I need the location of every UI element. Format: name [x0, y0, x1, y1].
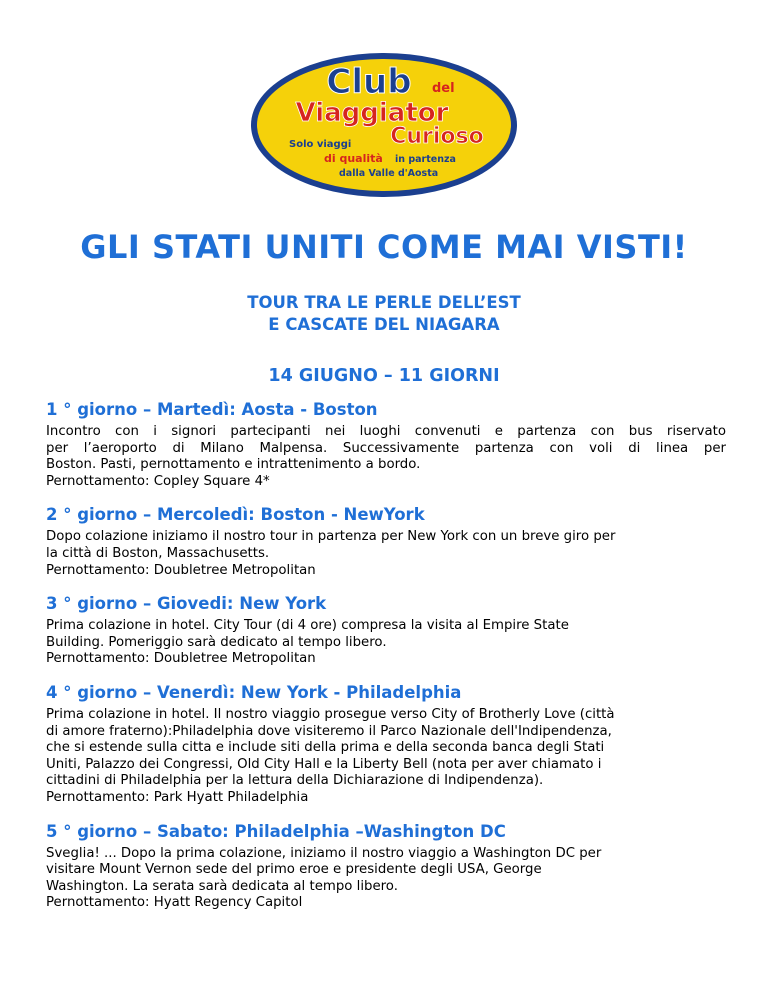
- page-title: GLI STATI UNITI COME MAI VISTI!: [80, 228, 688, 266]
- day-text-line: Uniti, Palazzo dei Congressi, Old City Hall e la Liberty Bell (nota per aver chiamato i: [46, 756, 602, 772]
- day-hotel: Pernottamento: Doubletree Metropolitan: [46, 562, 316, 578]
- day-3: [46, 593, 726, 668]
- club-logo-graphic: [247, 50, 521, 200]
- day-text-line: Boston. Pasti, pernottamento e intrattenimento a bordo.: [46, 457, 421, 473]
- day-heading: 5 ° giorno – Sabato: Philadelphia –Washington DC: [46, 821, 506, 841]
- day-hotel: Pernottamento: Hyatt Regency Capitol: [46, 895, 303, 911]
- day-text-line: Washington. La serata sarà dedicata al tempo libero.: [46, 878, 398, 894]
- tour-date: 14 GIUGNO – 11 GIORNI: [268, 366, 500, 386]
- tour-subtitle: [0, 292, 768, 336]
- day-description: [46, 618, 726, 668]
- day-heading: 4 ° giorno – Venerdì: New York - Philadelphia: [46, 682, 462, 702]
- day-text-line: Prima colazione in hotel. Il nostro viaggio prosegue verso City of Brotherly Love (città: [46, 706, 615, 722]
- logo-word-club: Club: [326, 62, 412, 102]
- day-description: [46, 846, 726, 912]
- day-text-line: Sveglia! ... Dopo la prima colazione, iniziamo il nostro viaggio a Washington DC per: [46, 845, 602, 861]
- logo-word-del: del: [432, 81, 455, 96]
- day-text-line: Building. Pomeriggio sarà dedicato al tempo libero.: [46, 634, 387, 650]
- day-2: [46, 504, 726, 579]
- day-hotel: Pernottamento: Copley Square 4*: [46, 473, 270, 489]
- logo-tagline-2b: in partenza: [395, 154, 456, 165]
- subtitle-line-2: E CASCATE DEL NIAGARA: [268, 315, 500, 334]
- day-text-line: che si estende sulla citta e include siti della prima e della seconda banca degli Stati: [46, 740, 605, 756]
- day-5: [46, 821, 726, 912]
- day-4: [46, 682, 726, 807]
- day-text-line: cittadini di Philadelphia per la lettura della Dichiarazione di Indipendenza).: [46, 773, 544, 789]
- day-text-line: Incontro con i signori partecipanti nei luoghi convenuti e partenza con bus riservato: [46, 424, 726, 439]
- day-description: [46, 424, 726, 490]
- day-text-line: Prima colazione in hotel. City Tour (di 4 ore) compresa la visita al Empire State: [46, 618, 569, 634]
- logo-tagline-2a: di qualità: [324, 152, 383, 165]
- day-text-line: la città di Boston, Massachusetts.: [46, 545, 270, 561]
- itinerary: [46, 399, 726, 926]
- logo-word-curioso: Curioso: [390, 124, 484, 149]
- day-heading: 1 ° giorno – Martedì: Aosta - Boston: [46, 400, 378, 419]
- logo-tagline-3: dalla Valle d'Aosta: [339, 168, 439, 179]
- day-hotel: Pernottamento: Park Hyatt Philadelphia: [46, 789, 309, 805]
- day-text-line: visitare Mount Vernon sede del primo eroe e presidente degli USA, George: [46, 862, 542, 878]
- day-description: [46, 707, 726, 807]
- day-text-line: Dopo colazione iniziamo il nostro tour in partenza per New York con un breve giro per: [46, 529, 616, 545]
- day-description: [46, 529, 726, 579]
- day-text-line: di amore fraterno):Philadelphia dove visiteremo il Parco Nazionale dell'Indipendenza,: [46, 723, 612, 739]
- day-hotel: Pernottamento: Doubletree Metropolitan: [46, 651, 316, 667]
- day-text-line: per l’aeroporto di Milano Malpensa. Successivamente partenza con voli di linea per: [46, 440, 726, 456]
- logo-tagline-1: Solo viaggi: [289, 139, 352, 150]
- day-1: [46, 399, 726, 490]
- logo-word-viaggiator: Viaggiator: [295, 98, 449, 128]
- club-logo: [247, 50, 521, 200]
- subtitle-line-1: TOUR TRA LE PERLE DELL’EST: [247, 293, 521, 312]
- day-heading: 2 ° giorno – Mercoledì: Boston - NewYork: [46, 505, 425, 525]
- day-heading: 3 ° giorno – Giovedi: New York: [46, 594, 327, 614]
